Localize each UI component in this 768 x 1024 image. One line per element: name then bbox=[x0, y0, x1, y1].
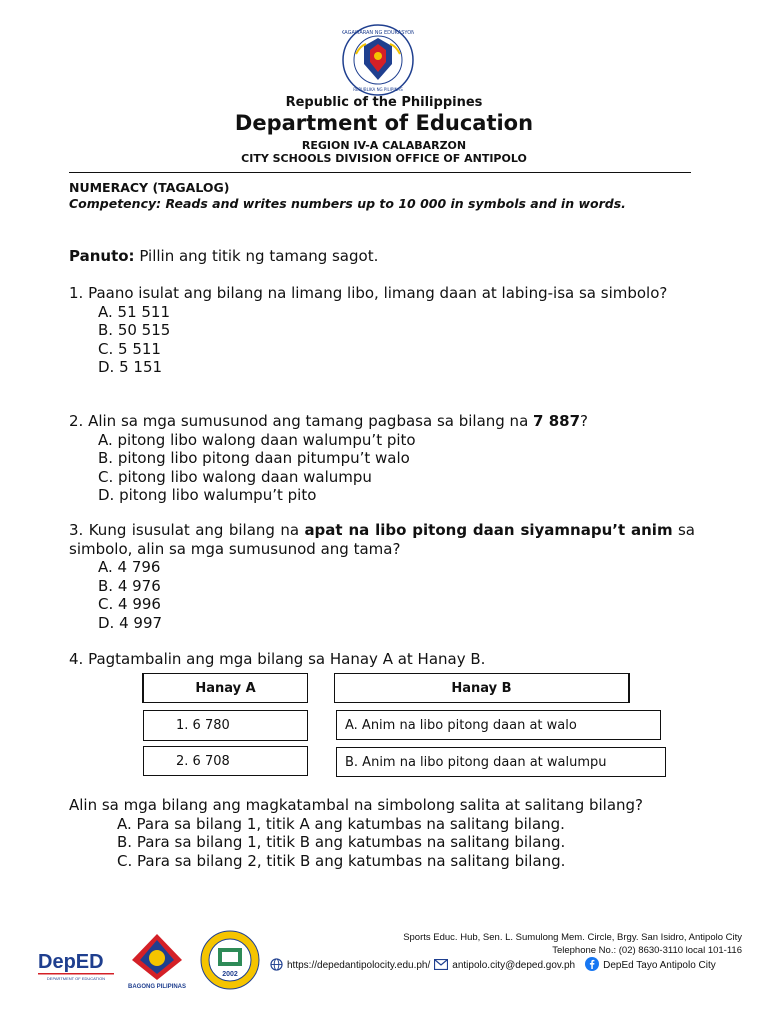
q3-text-post: sa simbolo, alin sa mga sumusunod ang tama? bbox=[69, 521, 695, 558]
mail-icon bbox=[434, 959, 448, 973]
footer-website-link[interactable]: https://depedantipolocity.edu.ph/ bbox=[287, 960, 431, 971]
hanay-a-item-1: 1. 6 780 bbox=[143, 710, 308, 741]
facebook-icon bbox=[585, 957, 599, 974]
q1-option-b: B. 50 515 bbox=[98, 321, 171, 339]
competency-text: Competency: Reads and writes numbers up to 10 000 in symbols and in words. bbox=[69, 196, 626, 211]
question-3 bbox=[69, 521, 695, 632]
q1-option-c: C. 5 511 bbox=[98, 339, 161, 358]
question-2 bbox=[69, 412, 695, 505]
svg-text:BAGONG PILIPINAS: BAGONG PILIPINAS bbox=[127, 984, 187, 990]
q4-option-c: C. Para sa bilang 2, titik B ang katumbas na salitang bilang. bbox=[117, 851, 566, 870]
globe-icon bbox=[270, 958, 283, 974]
header-divider bbox=[69, 172, 691, 173]
hanay-b-item-b: B. Anim na libo pitong daan at walumpu bbox=[336, 747, 666, 777]
question-1-text: 1. Paano isulat ang bilang na limang libo, limang daan at labing-isa sa simbolo? bbox=[69, 284, 668, 302]
q3-text-pre: 3. Kung isusulat ang bilang na bbox=[69, 521, 305, 539]
q3-option-d: D. 4 997 bbox=[98, 613, 163, 632]
hanay-b-item-a: A. Anim na libo pitong daan at walo bbox=[336, 710, 661, 740]
footer-telephone: Telephone No.: (02) 8630-3110 local 101-116 bbox=[552, 944, 742, 956]
q3-text-bold: apat na libo pitong daan siyamnapu’t anim bbox=[304, 521, 673, 539]
question-4-follow bbox=[69, 796, 695, 870]
deped-seal bbox=[342, 24, 414, 96]
q2-text-post: ? bbox=[580, 412, 588, 430]
hanay-b-header: Hanay B bbox=[334, 673, 630, 703]
question-4-text: 4. Pagtambalin ang mga bilang sa Hanay A at Hanay B. bbox=[69, 650, 486, 668]
svg-text:REPUBLIKA NG PILIPINAS: REPUBLIKA NG PILIPINAS bbox=[353, 87, 403, 92]
q1-option-a: A. 51 511 bbox=[98, 302, 171, 321]
q3-option-c: C. 4 996 bbox=[98, 595, 161, 613]
q2-text-pre: 2. Alin sa mga sumusunod ang tamang pagbasa sa bilang na bbox=[69, 412, 534, 430]
svg-text:2002: 2002 bbox=[222, 971, 238, 978]
department-heading: Department of Education bbox=[234, 111, 534, 135]
q3-option-a: A. 4 796 bbox=[98, 558, 161, 576]
footer-address-line: Sports Educ. Hub, Sen. L. Sumulong Mem. Circle, Brgy. San Isidro, Antipolo City bbox=[403, 932, 742, 943]
region-heading: REGION IV-A CALABARZON bbox=[301, 139, 467, 152]
q4-option-a: A. Para sa bilang 1, titik A ang katumbas na salitang bilang. bbox=[117, 814, 565, 833]
division-heading: CITY SCHOOLS DIVISION OFFICE OF ANTIPOLO bbox=[241, 152, 527, 165]
svg-text:DepED: DepED bbox=[38, 951, 104, 973]
footer-email-link[interactable]: antipolo.city@deped.gov.ph bbox=[452, 960, 576, 971]
footer-address bbox=[403, 932, 742, 957]
instruction bbox=[69, 247, 378, 266]
q4-option-b: B. Para sa bilang 1, titik B ang katumbas na salitang bilang. bbox=[117, 833, 566, 851]
question-2-text bbox=[69, 412, 695, 431]
q2-option-d: D. pitong libo walumpu’t pito bbox=[98, 486, 317, 504]
subject-title: NUMERACY (TAGALOG) bbox=[69, 180, 230, 195]
hanay-a-item-2: 2. 6 708 bbox=[143, 746, 308, 776]
bagong-pilipinas-logo bbox=[124, 930, 190, 990]
hanay-a-header: Hanay A bbox=[142, 673, 308, 703]
q3-option-b: B. 4 976 bbox=[98, 576, 161, 595]
question-3-text bbox=[69, 521, 695, 558]
republic-heading: Republic of the Philippines bbox=[285, 95, 483, 110]
question-1 bbox=[69, 284, 695, 377]
deped-logo bbox=[36, 944, 118, 984]
footer-links bbox=[270, 957, 716, 974]
q2-option-a: A. pitong libo walong daan walumpu’t pito bbox=[98, 430, 416, 449]
q4-follow-text: Alin sa mga bilang ang magkatambal na simbolong salita at salitang bilang? bbox=[69, 796, 644, 814]
q1-option-d: D. 5 151 bbox=[98, 358, 163, 376]
svg-text:DEPARTMENT OF EDUCATION: DEPARTMENT OF EDUCATION bbox=[46, 976, 106, 981]
q2-text-bold: 7 887 bbox=[533, 412, 581, 430]
division-seal-logo bbox=[200, 930, 260, 990]
svg-text:KAGAWARAN NG EDUKASYON: KAGAWARAN NG EDUKASYON bbox=[342, 30, 414, 36]
footer-facebook-link[interactable]: DepEd Tayo Antipolo City bbox=[603, 960, 716, 971]
q2-option-c: C. pitong libo walong daan walumpu bbox=[98, 467, 372, 486]
q2-option-b: B. pitong libo pitong daan pitumpu’t walo bbox=[98, 449, 410, 467]
instruction-text: Pillin ang titik ng tamang sagot. bbox=[134, 247, 379, 265]
instruction-label: Panuto: bbox=[69, 247, 135, 265]
